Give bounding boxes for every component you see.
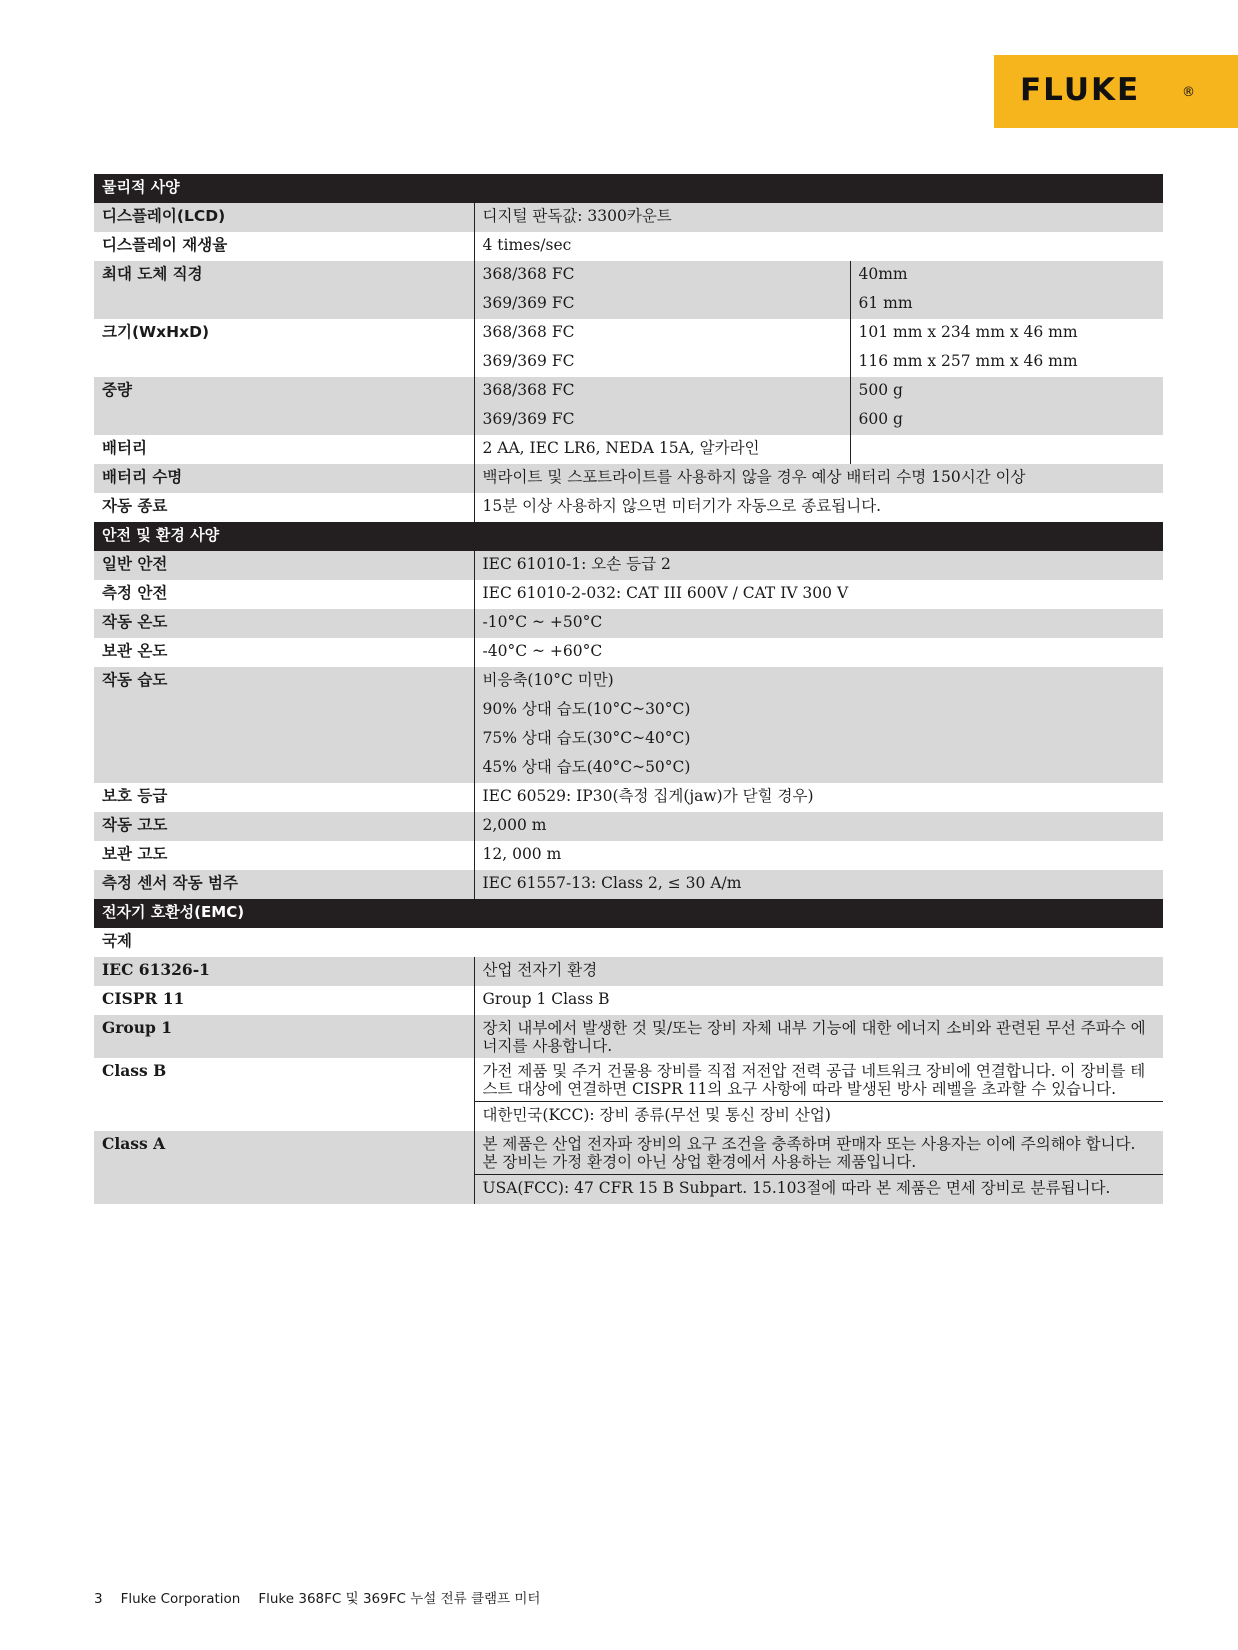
table-row xyxy=(94,464,1163,493)
row-label: 측정 안전 xyxy=(94,580,474,609)
table-row xyxy=(94,986,1163,1015)
table-row xyxy=(94,957,1163,986)
row-label: 디스플레이(LCD) xyxy=(94,203,474,232)
row-label: 자동 종료 xyxy=(94,493,474,522)
table-row xyxy=(94,609,1163,638)
row-value: 2,000 m xyxy=(474,812,1163,841)
table-row xyxy=(94,493,1163,522)
fluke-logo xyxy=(994,55,1238,128)
row-value: 15분 이상 사용하지 않으면 미터기가 자동으로 종료됩니다. xyxy=(474,493,1163,522)
section-header-emc xyxy=(94,899,1163,928)
row-value: 500 g xyxy=(850,377,1163,406)
row-value: IEC 60529: IP30(측정 집게(jaw)가 닫힐 경우) xyxy=(474,783,1163,812)
footer-doc-title: Fluke 368FC 및 369FC 누설 전류 클램프 미터 xyxy=(258,1591,541,1607)
row-value: 백라이트 및 스포트라이트를 사용하지 않을 경우 예상 배터리 수명 150시간 이상 xyxy=(474,464,1163,493)
row-label: Group 1 xyxy=(94,1015,474,1058)
section-header-safety xyxy=(94,522,1163,551)
row-value: 12, 000 m xyxy=(474,841,1163,870)
row-value: 4 times/sec xyxy=(474,232,1163,261)
row-model: 369/369 FC xyxy=(474,290,850,319)
table-row xyxy=(94,1058,1163,1102)
row-label: 보관 고도 xyxy=(94,841,474,870)
row-label: Class B xyxy=(94,1058,474,1131)
row-model: 368/368 FC xyxy=(474,319,850,348)
row-label: 일반 안전 xyxy=(94,551,474,580)
row-label: 배터리 xyxy=(94,435,474,464)
table-row xyxy=(94,232,1163,261)
row-label: 측정 센서 작동 범주 xyxy=(94,870,474,899)
row-value: 가전 제품 및 주거 건물용 장비를 직접 저전압 전력 공급 네트워크 장비에 연결합니다. 이 장비를 테스트 대상에 연결하면 CISPR 11의 요구 사항에 따라 발생된 방사 레벨을 초과할 수 있습니다. xyxy=(474,1058,1163,1102)
row-value: 산업 전자기 환경 xyxy=(474,957,1163,986)
table-row xyxy=(94,377,1163,406)
table-row xyxy=(94,667,1163,696)
row-value: 본 제품은 산업 전자파 장비의 요구 조건을 충족하며 판매자 또는 사용자는 이에 주의해야 합니다. 본 장비는 가정 환경이 아닌 상업 환경에서 사용하는 제품입니다. xyxy=(474,1131,1163,1175)
row-value: 장치 내부에서 발생한 것 및/또는 장비 자체 내부 기능에 대한 에너지 소비와 관련된 무선 주파수 에너지를 사용합니다. xyxy=(474,1015,1163,1058)
logo-wordmark: FLUKE xyxy=(1020,72,1141,108)
row-value: 600 g xyxy=(850,406,1163,435)
row-label: 중량 xyxy=(94,377,474,435)
row-value: 61 mm xyxy=(850,290,1163,319)
row-model: 369/369 FC xyxy=(474,406,850,435)
row-label: 보관 온도 xyxy=(94,638,474,667)
row-value: 75% 상대 습도(30°C~40°C) xyxy=(474,725,1163,754)
row-label: 작동 고도 xyxy=(94,812,474,841)
section-title: 물리적 사양 xyxy=(94,174,1163,203)
empty-cell xyxy=(850,435,1163,464)
row-label: 디스플레이 재생율 xyxy=(94,232,474,261)
row-label: 최대 도체 직경 xyxy=(94,261,474,319)
table-row xyxy=(94,580,1163,609)
table-row xyxy=(94,812,1163,841)
section-title: 전자기 호환성(EMC) xyxy=(94,899,474,928)
empty-cell xyxy=(474,928,1163,957)
row-value: 116 mm x 257 mm x 46 mm xyxy=(850,348,1163,377)
table-row xyxy=(94,841,1163,870)
table-row xyxy=(94,870,1163,899)
row-label: IEC 61326-1 xyxy=(94,957,474,986)
footer-company: Fluke Corporation xyxy=(120,1591,241,1607)
row-value: IEC 61557-13: Class 2, ≤ 30 A/m xyxy=(474,870,1163,899)
row-label: 크기(WxHxD) xyxy=(94,319,474,377)
section-header-physical xyxy=(94,174,1163,203)
row-label: CISPR 11 xyxy=(94,986,474,1015)
table-row xyxy=(94,203,1163,232)
table-row xyxy=(94,435,1163,464)
registered-mark: ® xyxy=(1182,85,1195,100)
page-footer xyxy=(94,1587,558,1607)
row-value: 디지털 판독값: 3300카운트 xyxy=(474,203,1163,232)
row-value: 비응축(10°C 미만) xyxy=(474,667,1163,696)
row-value: IEC 61010-1: 오손 등급 2 xyxy=(474,551,1163,580)
empty-cell xyxy=(474,899,1163,928)
row-label: 보호 등급 xyxy=(94,783,474,812)
row-value: Group 1 Class B xyxy=(474,986,1163,1015)
table-row xyxy=(94,638,1163,667)
row-value: 90% 상대 습도(10°C~30°C) xyxy=(474,696,1163,725)
row-value: USA(FCC): 47 CFR 15 B Subpart. 15.103절에 따라 본 제품은 면세 장비로 분류됩니다. xyxy=(474,1175,1163,1205)
section-title: 안전 및 환경 사양 xyxy=(94,522,1163,551)
row-model: 369/369 FC xyxy=(474,348,850,377)
row-model: 368/368 FC xyxy=(474,261,850,290)
row-value: 40mm xyxy=(850,261,1163,290)
row-label: 작동 온도 xyxy=(94,609,474,638)
row-label: 국제 xyxy=(94,928,474,957)
table-row xyxy=(94,783,1163,812)
table-row xyxy=(94,1131,1163,1175)
row-label: 작동 습도 xyxy=(94,667,474,783)
row-value: IEC 61010-2-032: CAT III 600V / CAT IV 300 V xyxy=(474,580,1163,609)
page-number: 3 xyxy=(94,1591,103,1607)
row-model: 368/368 FC xyxy=(474,377,850,406)
row-value: 45% 상대 습도(40°C~50°C) xyxy=(474,754,1163,783)
spec-table xyxy=(94,174,1163,1204)
row-value: 대한민국(KCC): 장비 종류(무선 및 통신 장비 산업) xyxy=(474,1102,1163,1132)
row-label: 배터리 수명 xyxy=(94,464,474,493)
table-row xyxy=(94,551,1163,580)
row-label: Class A xyxy=(94,1131,474,1204)
table-row xyxy=(94,928,1163,957)
row-value: -10°C ~ +50°C xyxy=(474,609,1163,638)
table-row xyxy=(94,319,1163,348)
row-value: 101 mm x 234 mm x 46 mm xyxy=(850,319,1163,348)
row-value: 2 AA, IEC LR6, NEDA 15A, 알카라인 xyxy=(474,435,850,464)
row-value: -40°C ~ +60°C xyxy=(474,638,1163,667)
table-row xyxy=(94,261,1163,290)
table-row xyxy=(94,1015,1163,1058)
